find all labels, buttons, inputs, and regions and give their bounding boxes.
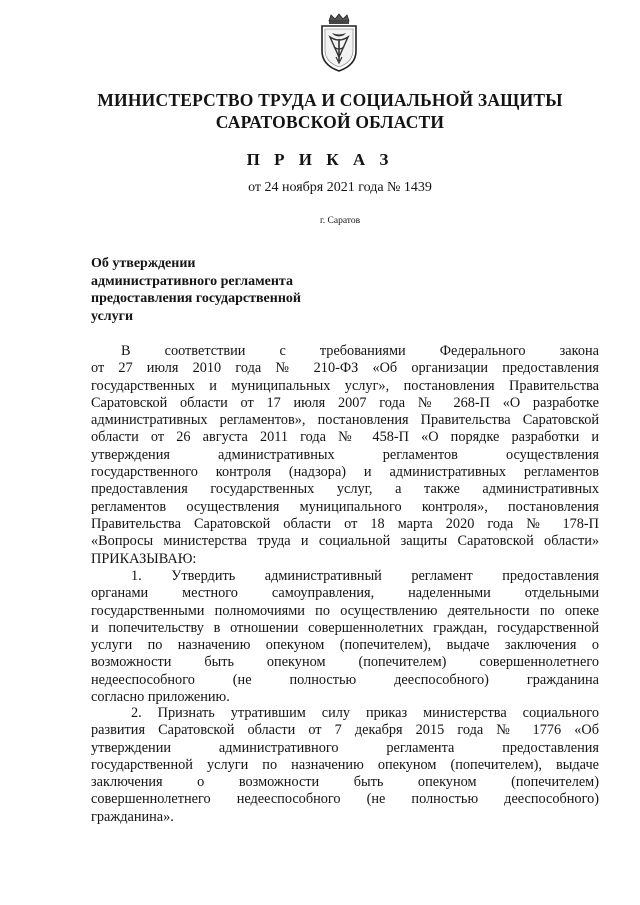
body-line: согласно приложению. — [91, 689, 230, 706]
body-line: государственного контроля (надзора) и административных регламентов — [91, 464, 599, 481]
body-line: возможности быть опекуном (попечителем) совершеннолетнего — [91, 654, 599, 671]
body-line: развития Саратовской области от 7 декабря 2015 года № 1776 «Об — [91, 722, 599, 739]
ministry-name-line2: САРАТОВСКОЙ ОБЛАСТИ — [215, 112, 445, 132]
body-line: 2. Признать утратившим силу приказ министерства социального — [131, 705, 599, 721]
body-line: Саратовской области от 17 июля 2007 года № 268-П «О разработке — [91, 394, 599, 411]
body-line: «Вопросы министерства труда и социальной защиты Саратовской области» — [91, 533, 599, 550]
body-line: гражданина». — [91, 808, 174, 825]
body-line: органами местного самоуправления, наделенными отдельными — [91, 585, 599, 602]
body-line: Правительства Саратовской области от 18 марта 2020 года № 178-П — [91, 515, 599, 532]
body-line: государственной услуги по назначению опекуном (попечителем), выдаче — [91, 756, 599, 773]
order-city: г. Саратов — [319, 216, 361, 226]
order-title: П Р И К А З — [246, 150, 394, 169]
body-line: В соответствии с требованиями Федерального закона — [121, 343, 599, 359]
subject-line: предоставления государственной — [91, 291, 301, 306]
body-line: заключения о возможности быть опекуном (попечителем) — [91, 774, 599, 791]
body-line: 1. Утвердить административный регламент предоставления — [131, 568, 599, 584]
decree-keyword: ПРИКАЗЫВАЮ: — [91, 550, 197, 567]
body-line: недееспособного (не полностью дееспособного) гражданина — [91, 671, 599, 688]
order-date-number: от 24 ноября 2021 года № 1439 — [248, 180, 432, 195]
subject-line: административного регламента — [91, 273, 293, 289]
item-2-paragraph — [91, 705, 599, 826]
body-line: предоставления государственных услуг, а также административных — [91, 481, 599, 498]
saratov-coat-of-arms-icon — [318, 13, 360, 73]
subject-line: Об утверждении — [91, 256, 196, 271]
body-line: совершеннолетнего недееспособного (не полностью дееспособного) — [91, 791, 599, 808]
body-line: государственных и муниципальных услуг», постановления Правительства — [91, 377, 599, 394]
body-line: и попечительству в отношении совершеннолетних граждан, государственной — [91, 619, 599, 636]
body-line: регламентов осуществления муниципального контроля», постановления — [91, 498, 599, 515]
subject-line: услуги — [91, 308, 134, 324]
ministry-name-line1: МИНИСТЕРСТВО ТРУДА И СОЦИАЛЬНОЙ ЗАЩИТЫ — [97, 90, 563, 110]
body-line: от 27 июля 2010 года № 210-ФЗ «Об организации предоставления — [91, 360, 599, 377]
order-subject — [91, 255, 351, 325]
body-line: утверждения административных регламентов осуществления — [91, 446, 599, 463]
body-line: услуги по назначению опекуном (попечителем), выдаче заключения о — [91, 637, 599, 654]
body-line: утверждении административного регламента предоставления — [91, 739, 599, 756]
preamble-paragraph — [91, 343, 599, 568]
item-1-paragraph — [91, 568, 599, 706]
body-line: государственными полномочиями по осуществлению деятельности по опеке — [91, 602, 599, 619]
body-line: области от 26 августа 2011 года № 458-П «О порядке разработки и — [91, 429, 599, 446]
body-line: административных регламентов», постановления Правительства Саратовской — [91, 412, 599, 429]
